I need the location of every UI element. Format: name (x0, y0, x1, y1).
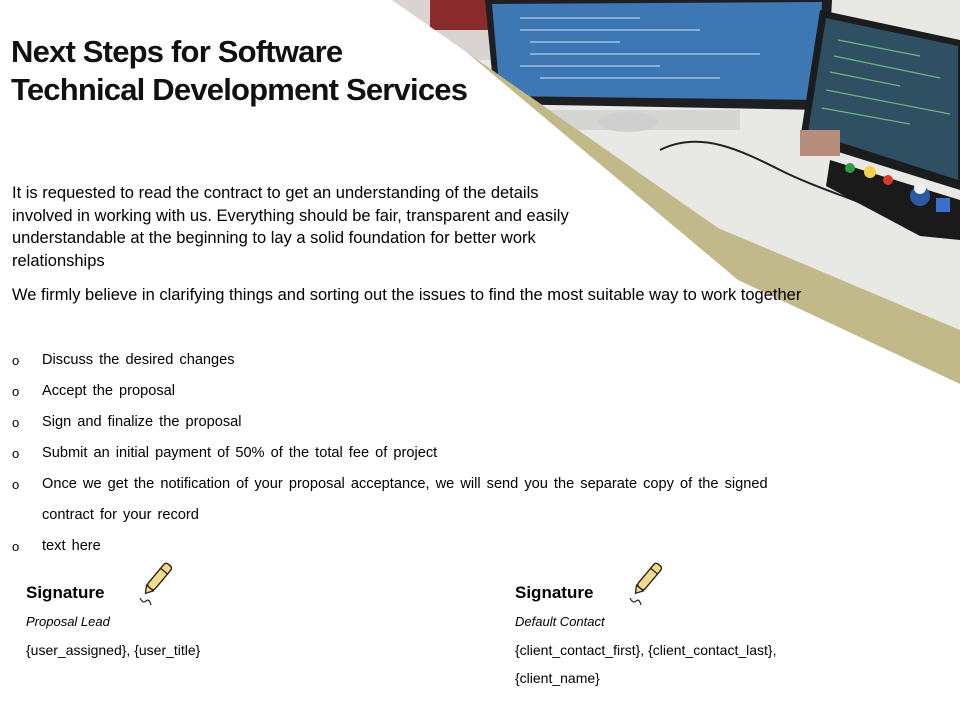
bullet-icon: o (12, 353, 20, 368)
steps-list (0, 345, 800, 562)
bullet-icon: o (12, 415, 20, 430)
step-text: Submit an initial payment of 50% of the total fee of project (42, 445, 438, 461)
belief-paragraph: We firmly believe in clarifying things and sorting out the issues to find the most suitable way to work together (12, 286, 802, 304)
signature-title: Signature (515, 583, 594, 602)
page-title-line-2: Technical Development Services (11, 72, 468, 107)
signature-name: {user_assigned}, {user_title} (26, 642, 201, 658)
list-item (0, 345, 802, 376)
step-text: Once we get the notification of your proposal acceptance, we will send you the separate copy of the signed contract for your record (42, 476, 768, 523)
step-text: Accept the proposal (42, 383, 175, 399)
step-text: text here (42, 538, 101, 554)
signature-role: Default Contact (515, 614, 605, 629)
signature-role: Proposal Lead (26, 614, 110, 629)
step-text: Discuss the desired changes (42, 352, 235, 368)
signature-name: {client_contact_first}, {client_contact_last}, {client_name} (515, 642, 777, 686)
list-item (0, 438, 802, 469)
bullet-icon: o (12, 477, 20, 492)
step-text: Sign and finalize the proposal (42, 414, 242, 430)
bullet-icon: o (12, 384, 20, 399)
list-item (0, 407, 802, 438)
list-item (0, 469, 802, 531)
page-title-line-1: Next Steps for Software (11, 34, 343, 69)
bullet-icon: o (12, 446, 20, 461)
list-item (0, 376, 802, 407)
page-title (11, 33, 467, 109)
intro-paragraph: It is requested to read the contract to get an understanding of the details involved in working with us. Everything should be fair, transparent and easily understandable at the beginning to lay a solid foundation for better work relationships (12, 184, 569, 270)
bullet-icon: o (12, 539, 20, 554)
list-item (0, 531, 802, 562)
signature-title: Signature (26, 583, 105, 602)
signature-block-default-contact (515, 578, 835, 692)
signature-block-proposal-lead (26, 578, 346, 664)
